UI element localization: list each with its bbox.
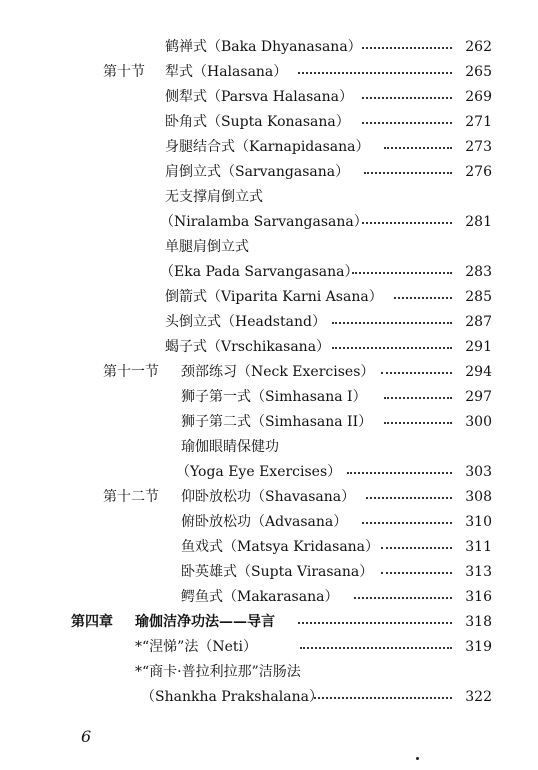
entry-page: 262 <box>465 39 492 55</box>
toc-entry <box>0 135 538 160</box>
dot-leader <box>298 72 452 74</box>
dot-leader <box>366 497 452 499</box>
entry-title: 卧角式（Supta Konasana） <box>165 114 350 130</box>
entry-title: 颈部练习（Neck Exercises） <box>181 364 375 380</box>
dot-leader <box>332 347 452 349</box>
entry-page: 310 <box>465 514 492 530</box>
entry-page: 319 <box>465 639 492 655</box>
entry-page: 287 <box>465 314 492 330</box>
entry-page: 265 <box>465 64 492 80</box>
entry-title: 瑜伽眼睛保健功 <box>181 439 279 455</box>
toc-entry <box>0 260 538 285</box>
entry-title: 头倒立式（Headstand） <box>165 314 326 330</box>
dot-leader <box>332 322 452 324</box>
entry-page: 303 <box>465 464 492 480</box>
entry-page: 311 <box>465 539 492 555</box>
dot-leader <box>314 697 452 699</box>
entry-title: 狮子第一式（Simhasana I） <box>181 389 367 405</box>
dot-leader <box>298 622 452 624</box>
dot-leader <box>362 522 452 524</box>
dot-leader <box>384 422 452 424</box>
toc-entry <box>0 210 538 235</box>
toc-entry <box>0 85 538 110</box>
toc-entry <box>0 60 538 85</box>
toc-entry <box>0 660 538 685</box>
entry-title: 鳄鱼式（Makarasana） <box>181 589 339 605</box>
entry-page: 273 <box>465 139 492 155</box>
entry-title: 卧英雄式（Supta Virasana） <box>181 564 374 580</box>
dot-leader <box>300 647 452 649</box>
entry-title: *“涅悌”法（Neti） <box>135 639 257 655</box>
dot-leader <box>347 472 452 474</box>
dot-leader <box>362 47 452 49</box>
entry-title: 狮子第二式（Simhasana II） <box>181 414 373 430</box>
dot-leader <box>394 297 452 299</box>
section-label: 第十节 <box>103 64 145 80</box>
entry-title: 仰卧放松功（Shavasana） <box>181 489 356 505</box>
toc-entry <box>0 585 538 610</box>
toc-entry <box>0 460 538 485</box>
entry-page: 269 <box>465 89 492 105</box>
toc-entry <box>0 485 538 510</box>
entry-page: 294 <box>465 364 492 380</box>
entry-page: 297 <box>465 389 492 405</box>
entry-page: 291 <box>465 339 492 355</box>
dot-leader <box>384 397 452 399</box>
entry-page: 316 <box>465 589 492 605</box>
entry-page: 322 <box>465 689 492 705</box>
toc-entry <box>0 335 538 360</box>
section-label: 第十一节 <box>103 364 159 380</box>
entry-title: （Eka Pada Sarvangasana） <box>160 264 359 280</box>
entry-title: 无支撑肩倒立式 <box>165 189 263 205</box>
toc-entry <box>0 285 538 310</box>
toc-entry <box>0 610 538 635</box>
toc-entry <box>0 310 538 335</box>
dot-leader <box>352 272 452 274</box>
dot-leader <box>354 597 452 599</box>
entry-page: 283 <box>465 264 492 280</box>
chapter-label: 第四章 <box>71 614 113 630</box>
page-number: 6 <box>81 727 92 746</box>
toc-entry <box>0 435 538 460</box>
dot-leader <box>381 372 452 374</box>
toc-entry <box>0 185 538 210</box>
entry-title: （Shankha Prakshalana） <box>141 689 323 705</box>
toc-entry <box>0 385 538 410</box>
toc-entry <box>0 635 538 660</box>
toc-entry <box>0 510 538 535</box>
dot-leader <box>364 172 452 174</box>
entry-title: 犁式（Halasana） <box>165 64 288 80</box>
entry-title: *“商卡·普拉利拉那”洁肠法 <box>135 664 301 680</box>
toc-entry <box>0 360 538 385</box>
entry-title: 俯卧放松功（Advasana） <box>181 514 348 530</box>
entry-title: 瑜伽洁净功法——导言 <box>135 614 275 630</box>
toc-entry <box>0 410 538 435</box>
entry-page: 285 <box>465 289 492 305</box>
toc-entry <box>0 535 538 560</box>
toc-entry <box>0 160 538 185</box>
toc-entry <box>0 235 538 260</box>
entry-page: 271 <box>465 114 492 130</box>
entry-page: 300 <box>465 414 492 430</box>
entry-title: 单腿肩倒立式 <box>165 239 249 255</box>
entry-page: 308 <box>465 489 492 505</box>
dot-leader <box>384 147 452 149</box>
toc-entry <box>0 35 538 60</box>
entry-title: 身腿结合式（Karnapidasana） <box>165 139 370 155</box>
entry-page: 281 <box>465 214 492 230</box>
entry-title: （Yoga Eye Exercises） <box>176 464 342 480</box>
toc-entry <box>0 560 538 585</box>
entry-title: 鹤禅式（Baka Dhyanasana） <box>165 39 362 55</box>
entry-page: 313 <box>465 564 492 580</box>
entry-title: 鱼戏式（Matsya Kridasana） <box>181 539 380 555</box>
entry-title: 肩倒立式（Sarvangasana） <box>165 164 350 180</box>
dot-leader <box>362 222 452 224</box>
entry-page: 318 <box>465 614 492 630</box>
entry-title: 蝎子式（Vrschikasana） <box>165 339 331 355</box>
entry-title: 倒箭式（Viparita Karni Asana） <box>165 289 383 305</box>
dot-leader <box>381 547 452 549</box>
dot-leader <box>381 572 452 574</box>
entry-title: 侧犁式（Parsva Halasana） <box>165 89 353 105</box>
entry-title: （Niralamba Sarvangasana） <box>160 214 368 230</box>
print-speck <box>416 757 419 760</box>
dot-leader <box>362 97 452 99</box>
dot-leader <box>362 122 452 124</box>
toc-entry <box>0 685 538 710</box>
section-label: 第十二节 <box>103 489 159 505</box>
toc-entry <box>0 110 538 135</box>
entry-page: 276 <box>465 164 492 180</box>
